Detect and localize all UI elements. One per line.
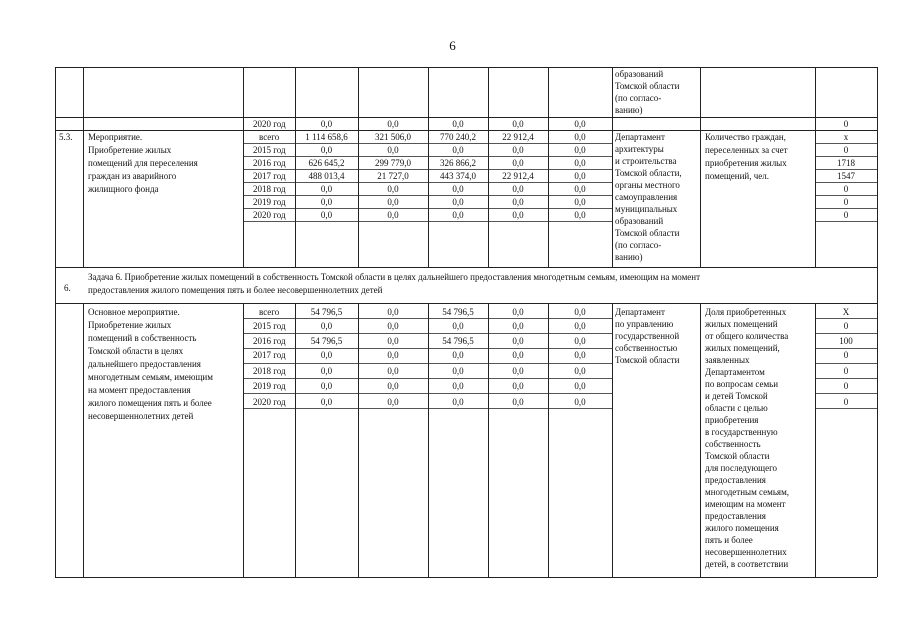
row-border [55, 267, 877, 268]
item-name-line: граждан из аварийного [88, 171, 177, 181]
indicator-value-cell: 0 [843, 397, 849, 407]
indicator-name-line: заявленных [705, 355, 750, 365]
row-border [815, 318, 877, 319]
indicator-name-line: и детей Томской [705, 391, 768, 401]
responsible-line: ванию) [615, 252, 643, 262]
indicator-name-line: детей, в соответствии [705, 559, 789, 569]
task-number: 6. [64, 283, 71, 293]
indicator-name-line: жилых помещений, [705, 343, 780, 353]
value-cell: 0,0 [512, 145, 524, 155]
year-cell: 2017 год [253, 350, 286, 360]
indicator-name-line: Доля приобретенных [705, 307, 787, 317]
value-cell: 0,0 [387, 307, 399, 317]
indicator-name-line: для последующего [705, 463, 778, 473]
value-cell: 0,0 [512, 184, 524, 194]
year-cell: 2016 год [253, 158, 286, 168]
year-cell: 2015 год [253, 145, 286, 155]
responsible-line: Департамент [615, 307, 665, 317]
event-name-line: несовершеннолетних детей [88, 411, 194, 421]
responsible-line: органы местного [615, 180, 680, 190]
value-cell: 0,0 [452, 366, 464, 376]
indicator-value-cell: 0 [843, 145, 849, 155]
indicator-value-cell: 100 [839, 336, 853, 346]
value-cell: 321 506,0 [375, 132, 411, 142]
responsible-line: образований [615, 69, 664, 79]
responsible-line: архитектуры [615, 144, 664, 154]
event-name-line: помещений в собственность [88, 333, 197, 343]
value-cell: 0,0 [574, 197, 586, 207]
value-cell: 0,0 [452, 145, 464, 155]
row-border [815, 156, 877, 157]
indicator-name-line: приобретения [705, 415, 759, 425]
value-cell: 0,0 [512, 158, 524, 168]
indicator-name-line: пять и более [705, 535, 753, 545]
responsible-line: (по согласо- [615, 240, 662, 250]
table-bottom-border [55, 577, 877, 578]
responsible-line: образований [615, 216, 664, 226]
item-name-line: Приобретение жилых [88, 145, 172, 155]
indicator-value-cell: 0 [843, 321, 849, 331]
value-cell: 299 779,0 [375, 158, 411, 168]
value-cell: 0,0 [512, 336, 524, 346]
value-cell: 0,0 [512, 397, 524, 407]
row-border [815, 195, 877, 196]
value-cell: 0,0 [387, 145, 399, 155]
indicator-value-cell: 1718 [837, 158, 855, 168]
indicator-value-cell: Х [842, 307, 850, 317]
col-border [612, 303, 613, 577]
responsible-line: и строительства [615, 156, 677, 166]
value-cell: 0,0 [320, 119, 333, 129]
col-border [83, 303, 84, 577]
indicator-name-line: по вопросам семьи [705, 379, 779, 389]
row-border [815, 393, 877, 394]
value-cell: 0,0 [512, 197, 524, 207]
item-name-line: помещений для переселения [88, 158, 198, 168]
year-cell: 2018 год [253, 366, 286, 376]
value-cell: 0,0 [320, 210, 333, 220]
indicator-name-line: предоставления [705, 475, 766, 485]
table-right-border [877, 67, 878, 577]
event-name-line: Приобретение жилых [88, 320, 172, 330]
value-cell: 21 727,0 [377, 171, 409, 181]
row-border [815, 182, 877, 183]
value-cell: 0,0 [574, 350, 586, 360]
responsible-line: ванию) [615, 105, 643, 115]
year-cell: 2015 год [253, 321, 286, 331]
value-cell: 0,0 [574, 145, 586, 155]
indicator-value-cell: 0 [843, 197, 849, 207]
indicator-value-cell: 0 [843, 366, 849, 376]
row-border [815, 333, 877, 334]
value-cell: 0,0 [387, 197, 399, 207]
value-cell: 0,0 [320, 366, 333, 376]
year-cell: 2017 год [253, 171, 286, 181]
responsible-line: Томской области [615, 355, 680, 365]
value-cell: 0,0 [387, 397, 399, 407]
responsible-line: собственностью [615, 343, 678, 353]
page-number: 6 [449, 38, 456, 53]
indicator-value-cell: 0 [843, 119, 849, 129]
row-border [55, 130, 877, 131]
year-cell: 2020 год [253, 397, 286, 407]
year-cell: 2016 год [253, 336, 286, 346]
indicator-value-cell: 0 [843, 184, 849, 194]
event-name-line: на момент предоставления [88, 385, 191, 395]
col-border [700, 67, 701, 267]
row-border [815, 169, 877, 170]
event-name-line: Томской области в целях [88, 346, 184, 356]
value-cell: 0,0 [320, 197, 333, 207]
value-cell: 0,0 [574, 366, 586, 376]
indicator-value-cell: 0 [843, 210, 849, 220]
table-left-border [55, 67, 56, 577]
value-cell: 0,0 [512, 366, 524, 376]
value-cell: 0,0 [452, 184, 464, 194]
responsible-line: Департамент [615, 132, 665, 142]
indicator-name-line: в государственную [705, 427, 778, 437]
value-cell: 0,0 [574, 158, 586, 168]
value-cell: 0,0 [452, 119, 464, 129]
indicator-name-line: Количество граждан, [705, 132, 786, 142]
value-cell: 0,0 [512, 350, 524, 360]
row-border [815, 408, 877, 409]
value-cell: 626 645,2 [308, 158, 345, 168]
row-border [815, 348, 877, 349]
row-border [815, 221, 877, 222]
responsible-line: Томской области [615, 81, 680, 91]
value-cell: 0,0 [320, 145, 333, 155]
indicator-name-line: собственность [705, 439, 761, 449]
col-border [243, 67, 244, 267]
value-cell: 1 114 658,6 [305, 132, 348, 142]
value-cell: 0,0 [574, 210, 586, 220]
year-cell: всего [259, 132, 280, 142]
value-cell: 0,0 [387, 119, 399, 129]
value-cell: 0,0 [574, 132, 586, 142]
indicator-name-line: области с целью [705, 403, 768, 413]
indicator-name-line: Департаментом [705, 367, 765, 377]
value-cell: 22 912,4 [502, 171, 534, 181]
value-cell: 0,0 [512, 381, 524, 391]
item-name-line: Мероприятие. [88, 132, 143, 142]
item-name-line: жилищного фонда [88, 184, 159, 194]
year-cell: 2019 год [253, 197, 286, 207]
responsible-line: Томской области [615, 228, 680, 238]
indicator-name-line: предоставления [705, 511, 766, 521]
indicator-value-cell: х [843, 132, 849, 142]
value-cell: 0,0 [387, 321, 399, 331]
col-border [83, 67, 84, 267]
indicator-name-line: жилых помещений [705, 319, 778, 329]
row-border [815, 143, 877, 144]
value-cell: 0,0 [512, 307, 524, 317]
value-cell: 0,0 [320, 350, 333, 360]
indicator-name-line: многодетным семьям, [705, 487, 790, 497]
value-cell: 0,0 [512, 321, 524, 331]
value-cell: 0,0 [452, 397, 464, 407]
value-cell: 0,0 [574, 397, 586, 407]
indicator-name-line: жилого помещения [705, 523, 779, 533]
value-cell: 0,0 [320, 184, 333, 194]
row-border [55, 303, 877, 304]
indicator-value-cell: 0 [843, 381, 849, 391]
value-cell: 22 912,4 [502, 132, 534, 142]
value-cell: 54 796,5 [310, 307, 343, 317]
value-cell: 0,0 [574, 119, 586, 129]
year-cell: 2020 год [253, 210, 286, 220]
value-cell: 0,0 [387, 381, 399, 391]
year-cell: 2018 год [253, 184, 286, 194]
indicator-value-cell: 1547 [837, 171, 855, 181]
indicator-name-line: помещений, чел. [705, 171, 769, 181]
event-name-line: многодетным семьям, имеющим [88, 372, 213, 382]
col-border [612, 67, 613, 267]
event-name-line: дальнейшего предоставления [88, 359, 201, 369]
value-cell: 0,0 [387, 366, 399, 376]
value-cell: 0,0 [574, 184, 586, 194]
year-cell: всего [259, 307, 280, 317]
value-cell: 0,0 [387, 336, 399, 346]
value-cell: 0,0 [452, 350, 464, 360]
value-cell: 54 796,5 [442, 307, 474, 317]
value-cell: 0,0 [512, 210, 524, 220]
year-cell: 2019 год [253, 381, 286, 391]
task-text-line: предоставления жилого помещения пять и более несовершеннолетних детей [88, 285, 383, 295]
col-border [243, 303, 244, 577]
value-cell: 443 374,0 [440, 171, 476, 181]
task-text-line: Задача 6. Приобретение жилых помещений в собственность Томской области в целях дальнейшего предоставления многодетным семьям, имеющим на момент [88, 272, 701, 282]
event-name-line: жилого помещения пять и более [88, 398, 212, 408]
event-name-line: Основное мероприятие. [88, 307, 180, 317]
value-cell: 0,0 [512, 119, 524, 129]
value-cell: 0,0 [574, 307, 586, 317]
value-cell: 0,0 [387, 210, 399, 220]
row-border [815, 363, 877, 364]
value-cell: 0,0 [452, 321, 464, 331]
value-cell: 0,0 [320, 321, 333, 331]
indicator-name-line: от общего количества [705, 331, 789, 341]
value-cell: 0,0 [320, 381, 333, 391]
indicator-name-line: переселенных за счет [705, 145, 788, 155]
responsible-line: Томской области, [615, 168, 682, 178]
value-cell: 770 240,2 [440, 132, 476, 142]
indicator-name-line: приобретения жилых [705, 158, 787, 168]
year-cell: 2020 год [253, 119, 286, 129]
row-border [55, 117, 877, 118]
indicator-name-line: Томской области [705, 451, 770, 461]
item-number: 5.3. [59, 132, 73, 142]
value-cell: 54 796,5 [310, 336, 343, 346]
value-cell: 0,0 [452, 197, 464, 207]
row-border [815, 378, 877, 379]
value-cell: 488 013,4 [308, 171, 345, 181]
value-cell: 326 866,2 [440, 158, 476, 168]
table-top-border [55, 67, 877, 68]
value-cell: 0,0 [574, 171, 586, 181]
value-cell: 0,0 [574, 336, 586, 346]
responsible-line: муниципальных [615, 204, 678, 214]
responsible-line: самоуправления [615, 192, 678, 202]
responsible-line: государственной [615, 331, 680, 341]
value-cell: 0,0 [387, 350, 399, 360]
responsible-line: (по согласо- [615, 93, 662, 103]
value-cell: 0,0 [574, 321, 586, 331]
col-border [700, 303, 701, 577]
value-cell: 0,0 [320, 397, 333, 407]
value-cell: 54 796,5 [442, 336, 474, 346]
indicator-name-line: имеющим на момент [705, 499, 786, 509]
value-cell: 0,0 [452, 210, 464, 220]
responsible-line: по управлению [615, 319, 674, 329]
row-border [815, 208, 877, 209]
value-cell: 0,0 [452, 381, 464, 391]
indicator-value-cell: 0 [843, 350, 849, 360]
value-cell: 0,0 [387, 184, 399, 194]
value-cell: 0,0 [574, 381, 586, 391]
indicator-name-line: несовершеннолетних [705, 547, 787, 557]
